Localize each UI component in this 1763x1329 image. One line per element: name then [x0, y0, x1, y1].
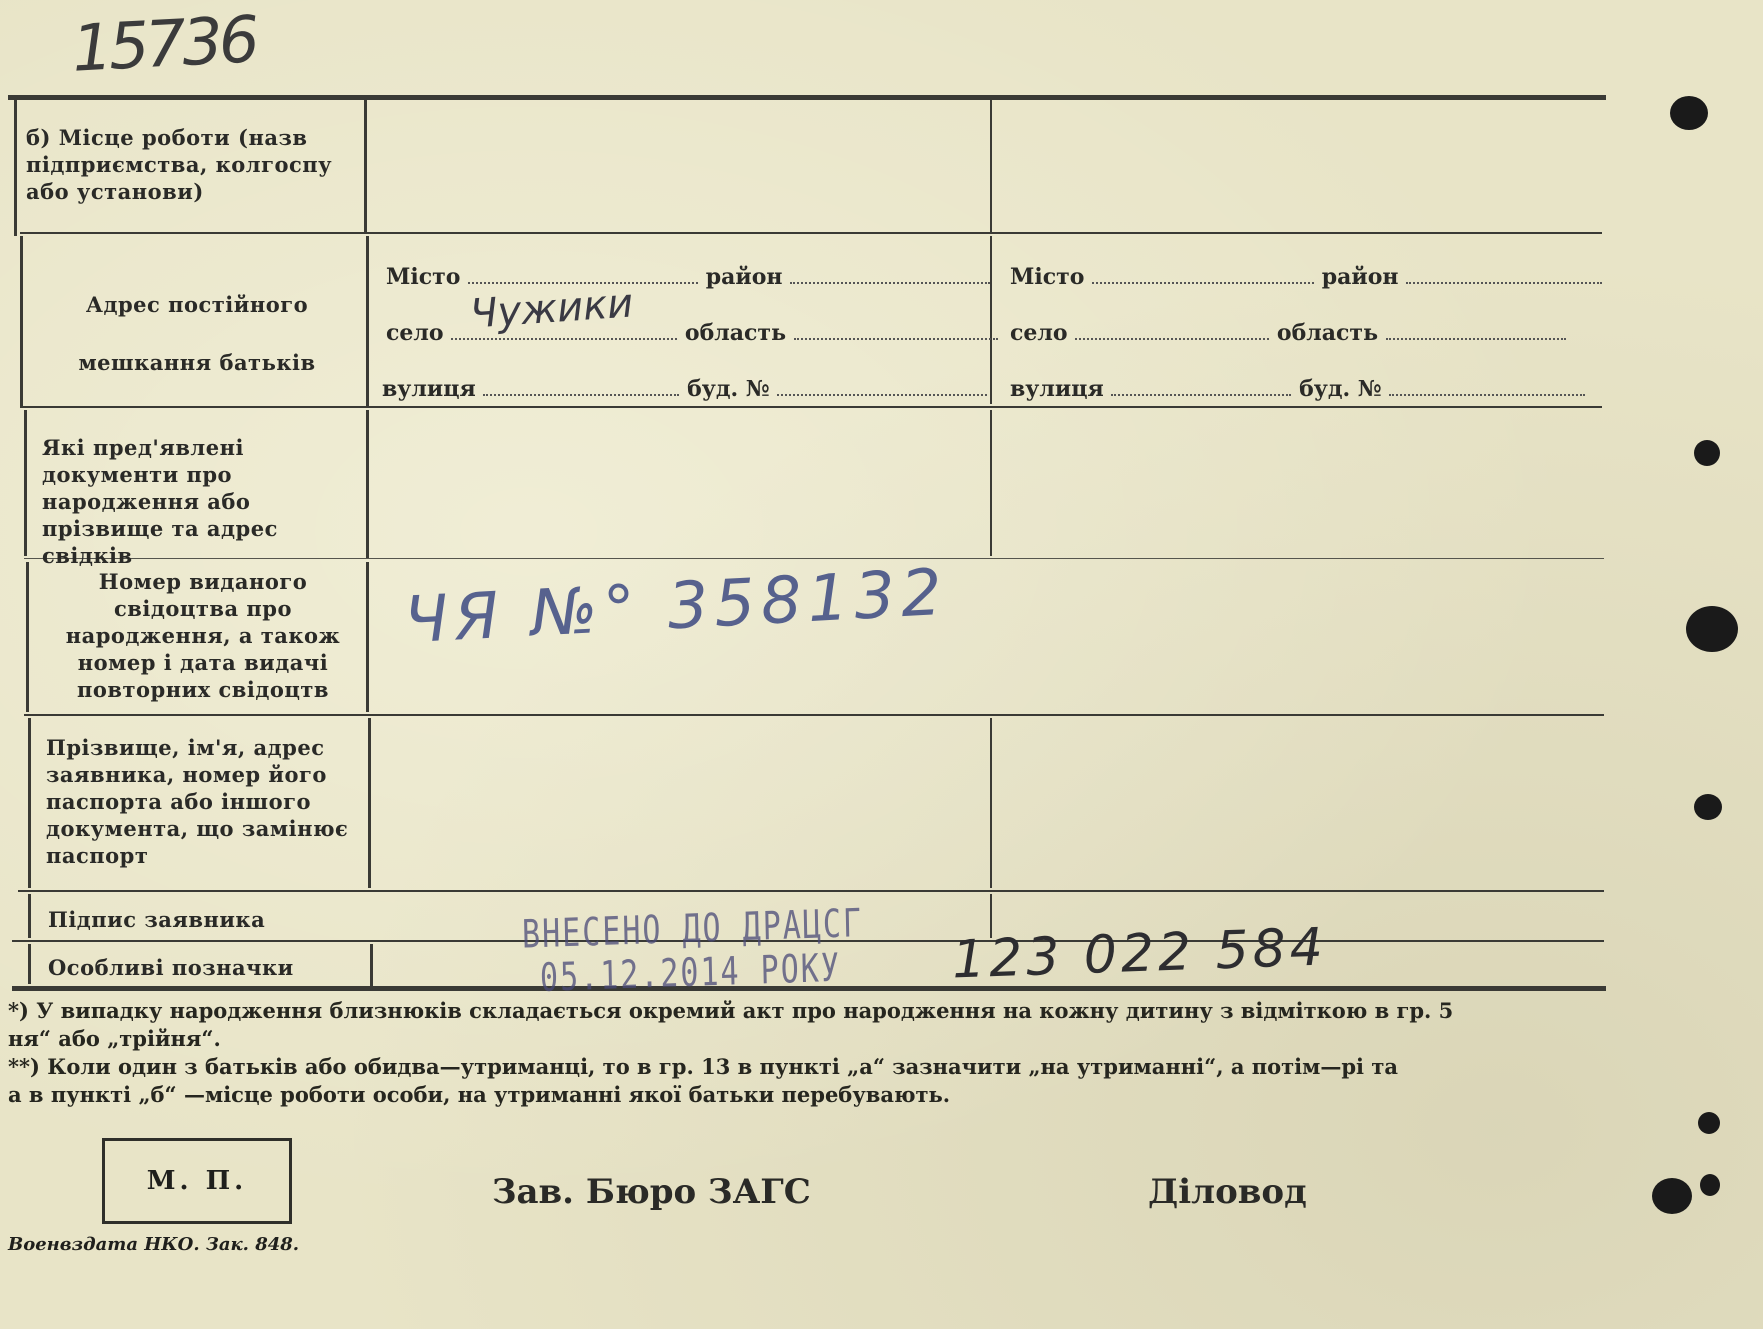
- label-signature: Підпис заявника: [48, 907, 266, 932]
- binding-hole: [1698, 1112, 1720, 1134]
- footnote-1-line1: *) У випадку народження близнюків складається окремий акт про народження на кожну дитину з відміткою в гр. 5: [8, 998, 1454, 1023]
- label-col-divider: [366, 562, 369, 712]
- label-col-divider: [370, 944, 373, 986]
- binding-hole: [1686, 606, 1738, 652]
- row-divider: [18, 890, 1604, 892]
- handwritten-certificate-number: ЧЯ №° 358132: [402, 555, 950, 659]
- registry-stamp-line2: 05.12.2014 РОКУ: [539, 945, 842, 1002]
- col-left-border: [28, 718, 31, 888]
- footnote-2-line1: **) Коли один з батьків або обидва—утриманці, то в гр. 13 в пункті „а“ зазначити „на утриманні“, а потім—рі та: [8, 1054, 1398, 1079]
- address-left-line3: вулиця буд. №: [382, 376, 987, 402]
- footnote-2-line2: а в пункті „б“ —місце роботи особи, на утриманні якої батьки перебувають.: [8, 1082, 951, 1107]
- binding-hole: [1700, 1174, 1720, 1196]
- binding-hole: [1694, 440, 1720, 466]
- col-left-border: [20, 236, 23, 408]
- col-left-border: [24, 410, 27, 556]
- binding-hole: [1652, 1178, 1692, 1214]
- address-right-line2: село область: [1010, 320, 1566, 346]
- label-notes: Особливі позначки: [48, 955, 294, 980]
- label-documents: Які пред'явлені документи про народження або прізвище та адрес свідків: [42, 435, 278, 568]
- label-col-divider: [364, 98, 367, 234]
- address-right-line3: вулиця буд. №: [1010, 376, 1585, 402]
- address-left-line2: село область: [386, 320, 998, 346]
- label-parents-address: Адрес постійного мешкання батьків: [78, 292, 316, 375]
- address-left-line1: Місто район: [386, 264, 990, 290]
- footnote-1-line2: ня“ або „трійня“.: [8, 1026, 221, 1051]
- col-left-border: [14, 98, 17, 236]
- archive-number: 15736: [70, 3, 258, 87]
- table-top-rule: [8, 95, 1606, 100]
- handwritten-notes-number: 123 022 584: [951, 917, 1328, 991]
- middle-col-divider: [990, 98, 992, 232]
- binding-hole: [1694, 794, 1722, 820]
- col-left-border: [26, 562, 29, 712]
- row-divider: [20, 406, 1602, 408]
- col-left-border: [28, 894, 31, 938]
- row-divider: [24, 714, 1604, 716]
- address-right-line1: Місто район: [1010, 264, 1602, 290]
- printer-imprint: Военвздата НКО. Зак. 848.: [8, 1234, 300, 1255]
- row-divider: [20, 232, 1602, 234]
- label-applicant: Прізвище, ім'я, адрес заявника, номер його паспорта або іншого документа, що замінює паспорт: [46, 735, 349, 868]
- middle-col-divider: [990, 410, 992, 556]
- label-col-divider: [368, 718, 371, 888]
- binding-hole: [1670, 96, 1708, 130]
- registry-stamp-line1: ВНЕСЕНО ДО ДРАЦСГ: [521, 900, 864, 959]
- label-col-divider: [366, 236, 369, 406]
- col-left-border: [28, 944, 31, 984]
- middle-col-divider: [990, 718, 992, 888]
- label-col-divider: [366, 410, 369, 558]
- head-signature-label: Зав. Бюро ЗАГС: [492, 1172, 811, 1212]
- clerk-signature-label: Діловод: [1148, 1172, 1307, 1212]
- handwritten-village: Чужики: [468, 280, 635, 338]
- label-certificate: Номер виданого свідоцтва про народження, а також номер і дата видачі повторних свідоцтв: [65, 569, 341, 702]
- label-work-place: б) Місце роботи (назв підприємства, колгоспу або установи): [26, 125, 333, 204]
- seal-place-box: М. П.: [102, 1138, 292, 1224]
